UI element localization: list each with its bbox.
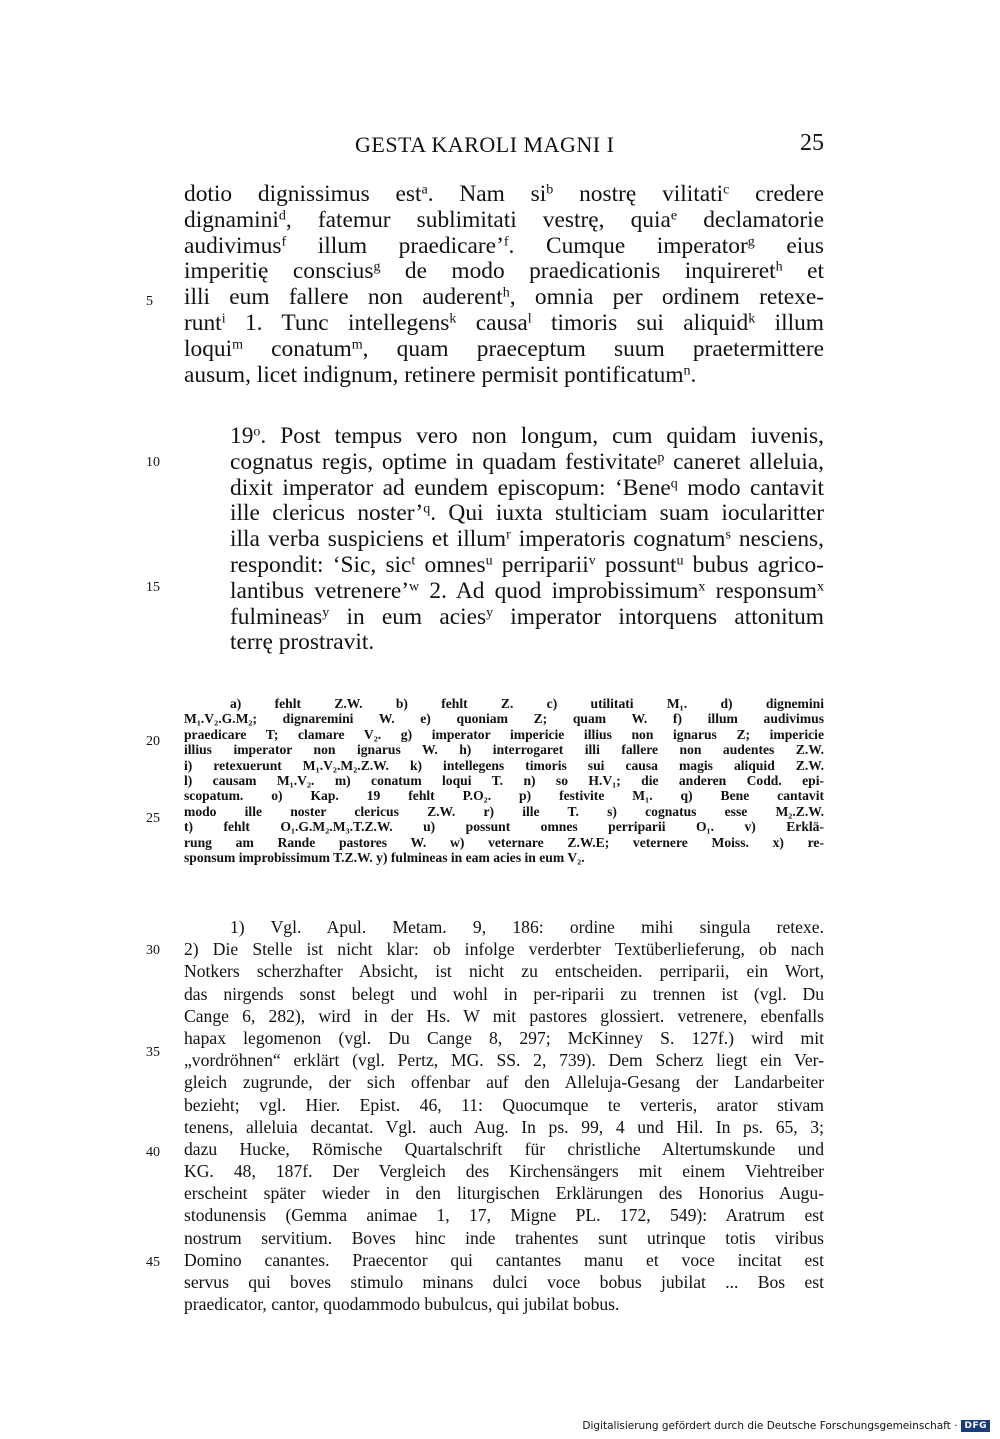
text-line: audivimus$^f$ illum praedicare’$^f$. Cumque imperator$^g$ eius: [184, 232, 825, 259]
apparatus-line: modo ille noster clericus Z.W. r) ille T. s) cognatus esse M₂.Z.W.: [184, 803, 824, 819]
apparatus-line: l) causam M₁.V₂. m) conatum loqui T. n) so H.V₁; die anderen Codd. epi-: [184, 772, 824, 788]
apparatus-line: illius imperator non ignarus W. h) interrogaret illi fallere non audentes Z.W.: [184, 742, 824, 758]
note-line: dazu Hucke, Römische Quartalschrift für christliche Altertumskunde und: [184, 1138, 824, 1159]
note-line: servus qui boves stimulo minans dulci voce bobus jubilat ... Bos est: [184, 1272, 824, 1292]
text-line: 19$^o$. Post tempus vero non longum, cum quidam iuvenis,: [230, 423, 824, 449]
note-line: „vordröhnen“ erklärt (vgl. Pertz, MG. SS. 2, 739). Dem Scherz liegt ein Ver-: [184, 1050, 824, 1071]
page-number: 25: [800, 130, 824, 156]
note-line: stodunensis (Gemma animae 1, 17, Migne PL. 172, 549): Aratrum est: [184, 1205, 824, 1226]
apparatus-line: a) fehlt Z.W. b) fehlt Z. c) utilitati M₁. d) dignemini: [230, 696, 824, 711]
text-line: ausum, licet indignum, retinere permisit pontificatum$^n$.: [184, 361, 697, 388]
line-number: 45: [146, 1255, 160, 1270]
text-line: illi eum fallere non auderent$^h$, omnia per ordinem retexe-: [184, 284, 824, 311]
note-line: hapax legomenon (vgl. Du Cange 8, 297; McKinney S. 127f.) wird mit: [184, 1027, 824, 1048]
apparatus-line: t) fehlt O₁.G.M₂.M₃.T.Z.W. u) possunt omnes perriparii O₁. v) Erklä-: [184, 819, 824, 835]
apparatus-line: praedicare T; clamare V₂. g) imperator impericie illius non ignarus Z; impericie: [184, 726, 824, 742]
note-line: das nirgends sonst belegt und wohl in per-riparii zu trennen ist (vgl. Du: [184, 983, 824, 1004]
note-line: KG. 48, 187f. Der Vergleich des Kirchensängers mit einem Viehtreiber: [184, 1161, 824, 1182]
note-line: Cange 6, 282), wird in der Hs. W mit pastores glossiert. vetrenere, ebenfalls: [184, 1005, 824, 1026]
line-number: 40: [146, 1145, 160, 1160]
line-number: 10: [146, 455, 160, 470]
note-line: praedicator, cantor, quodammodo bubulcus, qui jubilat bobus.: [184, 1294, 620, 1315]
footnotes: [184, 916, 824, 1315]
text-line: loqui$^m$ conatum$^m$, quam praeceptum suum praetermittere: [184, 335, 825, 362]
note-line: erscheint später wieder in den liturgischen Erklärungen des Honorius Augu-: [184, 1183, 824, 1204]
critical-apparatus: [184, 696, 824, 865]
running-title: GESTA KAROLI MAGNI I: [355, 132, 615, 157]
text-line: dotio dignissimus est$^a$. Nam $si^b$ nostrę vilitati$^c$ credere: [184, 181, 824, 207]
note-line: nostrum servitium. Boves hinc inde trahentes sunt utrinque totis viribus: [184, 1227, 824, 1248]
text-line: dignamini$^d$, fatemur sublimitati vestrę, quia$^e$ declamatorie: [184, 206, 824, 233]
text-line: cognatus regis, optime in quadam festivitate$^p$ caneret alleluia,: [230, 448, 824, 475]
text-line: lantibus vetrenere’$^w$ 2. Ad quod improbissimum$^x$ responsum$^x$: [230, 577, 824, 604]
apparatus-line: M₁.V₂.G.M₂; dignaremini W. e) quoniam Z; quam W. f) illum audivimus: [184, 711, 824, 727]
note-line: 2) Die Stelle ist nicht klar: ob infolge verderbter Textüberlieferung, ob nach: [184, 939, 824, 960]
text-line: dixit imperator ad eundem episcopum: ‘Bene$^q$ modo cantavit: [230, 474, 824, 501]
note-line: 1) Vgl. Apul. Metam. 9, 186: ordine mihi singula retexe.: [230, 917, 824, 937]
note-line: Domino canantes. Praecentor qui cantantes manu et voce incitat est: [184, 1249, 824, 1270]
text-line: respondit: ‘Sic, sic$^t$ omnes$^u$ perriparii$^v$ possunt$^u$ bubus agrico-: [230, 551, 824, 578]
text-line: runt$^i$ 1. Tunc intellegens$^k$ causa$^l$ timoris sui aliquid$^k$ illum: [184, 309, 824, 336]
note-line: tenens, alleluia decantat. Vgl. auch Aug. In ps. 99, 4 und Hil. In ps. 65, 3;: [184, 1116, 824, 1137]
line-number: 35: [146, 1045, 160, 1060]
text-line: fulmineas$^y$ in eum acies$^y$ imperator intorquens attonitum: [230, 603, 824, 630]
apparatus-line: rung am Rande pastores W. w) veternare Z.W.E; veternere Moiss. x) re-: [184, 834, 824, 850]
dfg-logo: DFG: [961, 1420, 990, 1432]
note-line: bezieht; vgl. Hier. Epist. 46, 11: Quocumque te verteris, arator stivam: [184, 1094, 824, 1115]
apparatus-line: sponsum improbissimum T.Z.W. y) fulmineas in eam acies in eum V₂.: [184, 849, 585, 865]
line-number: 25: [146, 811, 160, 826]
main-text-paragraph-2: [184, 424, 824, 656]
apparatus-line: scopatum. o) Kap. 19 fehlt P.O₂. p) festivite M₁. q) Bene cantavit: [184, 788, 824, 804]
text-line: ille clericus noster’$^q$. Qui iuxta stulticiam suam iocularitter: [230, 500, 824, 527]
line-number: 15: [146, 580, 160, 595]
note-line: Notkers scherzhafter Absicht, ist nicht zu entscheiden. perriparii, ein Wort,: [184, 961, 824, 982]
footer: [582, 1420, 990, 1432]
line-number: 20: [146, 734, 160, 749]
line-number: 30: [146, 943, 160, 958]
text-line: terrę prostravit.: [230, 629, 375, 656]
footer-text: Digitalisierung gefördert durch die Deutsche Forschungsgemeinschaft ·: [582, 1420, 958, 1432]
line-number: 5: [146, 294, 153, 309]
text-line: imperitię conscius$^g$ de modo praedicationis inquireret$^h$ et: [184, 258, 825, 285]
apparatus-line: i) retexuerunt M₁.V₂.M₂.Z.W. k) intellegens timoris sui causa magis aliquid Z.W.: [184, 757, 824, 773]
text-line: illa verba suspiciens et illum$^r$ imperatoris cognatum$^s$ nesciens,: [230, 526, 824, 553]
main-text-paragraph-1: [184, 182, 824, 388]
note-line: gleich zugrunde, der sich offenbar auf den Alleluja-Gesang der Landarbeiter: [184, 1072, 824, 1093]
